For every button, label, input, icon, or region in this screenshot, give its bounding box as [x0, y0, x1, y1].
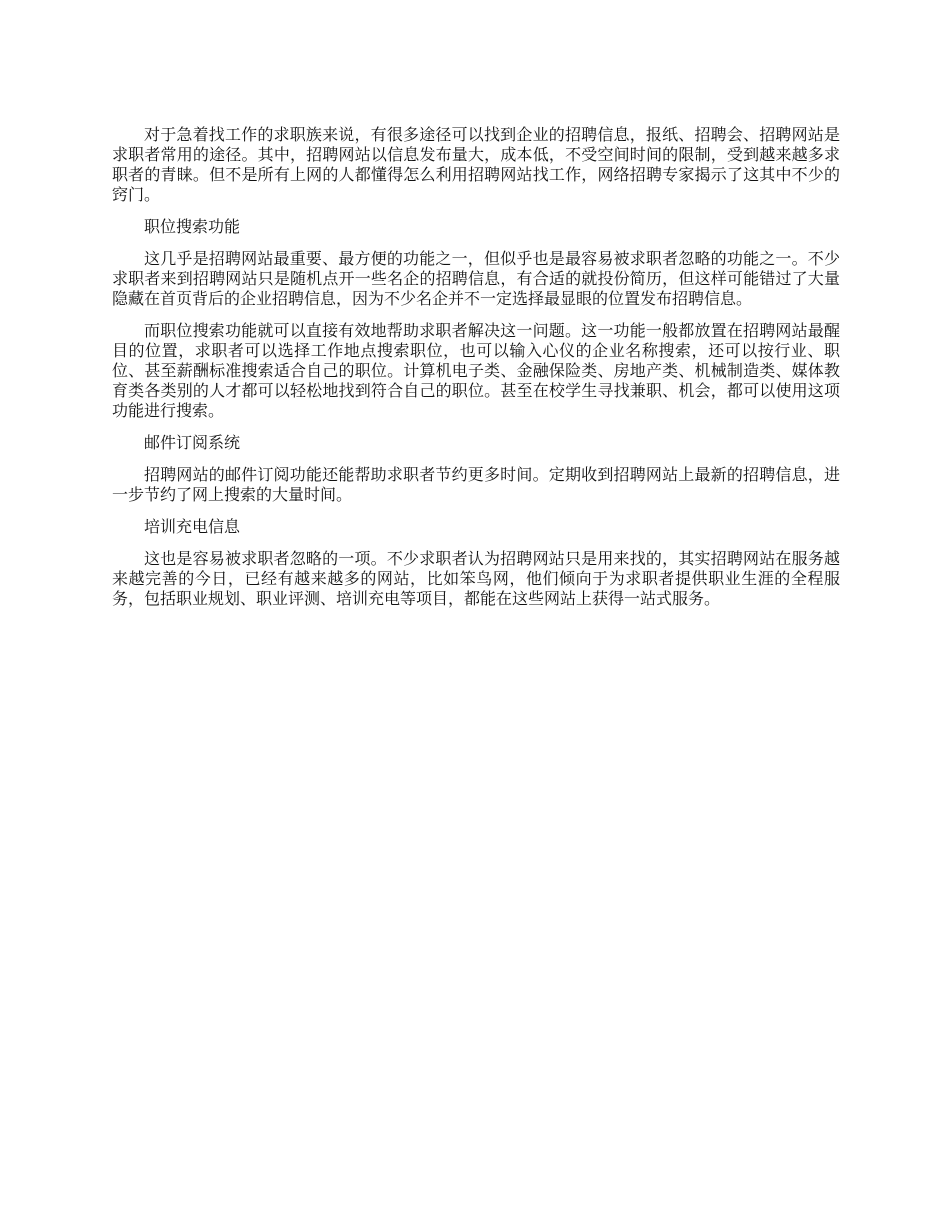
training-info-paragraph: 这也是容易被求职者忽略的一项。不少求职者认为招聘网站只是用来找的，其实招聘网站在服务越来越完善的今日，已经有越来越多的网站，比如笨鸟网，他们倾向于为求职者提供职业生涯的全程服务，包括职业规划、职业评测、培训充电等项目，都能在这些网站上获得一站式服务。: [112, 549, 840, 608]
section-heading-email-subscription: 邮件订阅系统: [144, 433, 241, 452]
email-subscription-paragraph: 招聘网站的邮件订阅功能还能帮助求职者节约更多时间。定期收到招聘网站上最新的招聘信息，进一步节约了网上搜索的大量时间。: [112, 465, 840, 504]
document-page: [112, 125, 840, 621]
job-search-paragraph-1: 这几乎是招聘网站最重要、最方便的功能之一，但似乎也是最容易被求职者忽略的功能之一。不少求职者来到招聘网站只是随机点开一些名企的招聘信息，有合适的就投份简历，但这样可能错过了大量隐藏在首页背后的企业招聘信息，因为不少名企并不一定选择最显眼的位置发布招聘信息。: [112, 249, 840, 308]
section-heading-job-search: 职位搜索功能: [144, 217, 241, 236]
section-heading-training-info: 培训充电信息: [144, 517, 241, 536]
intro-paragraph: 对于急着找工作的求职族来说，有很多途径可以找到企业的招聘信息，报纸、招聘会、招聘网站是求职者常用的途径。其中，招聘网站以信息发布量大，成本低，不受空间时间的限制，受到越来越多求职者的青睐。但不是所有上网的人都懂得怎么利用招聘网站找工作，网络招聘专家揭示了这其中不少的窍门。: [112, 125, 840, 204]
job-search-paragraph-2: 而职位搜索功能就可以直接有效地帮助求职者解决这一问题。这一功能一般都放置在招聘网站最醒目的位置，求职者可以选择工作地点搜索职位，也可以输入心仪的企业名称搜索，还可以按行业、职位、甚至薪酬标准搜索适合自己的职位。计算机电子类、金融保险类、房地产类、机械制造类、媒体教育类各类别的人才都可以轻松地找到符合自己的职位。甚至在校学生寻找兼职、机会，都可以使用这项功能进行搜索。: [112, 321, 840, 420]
